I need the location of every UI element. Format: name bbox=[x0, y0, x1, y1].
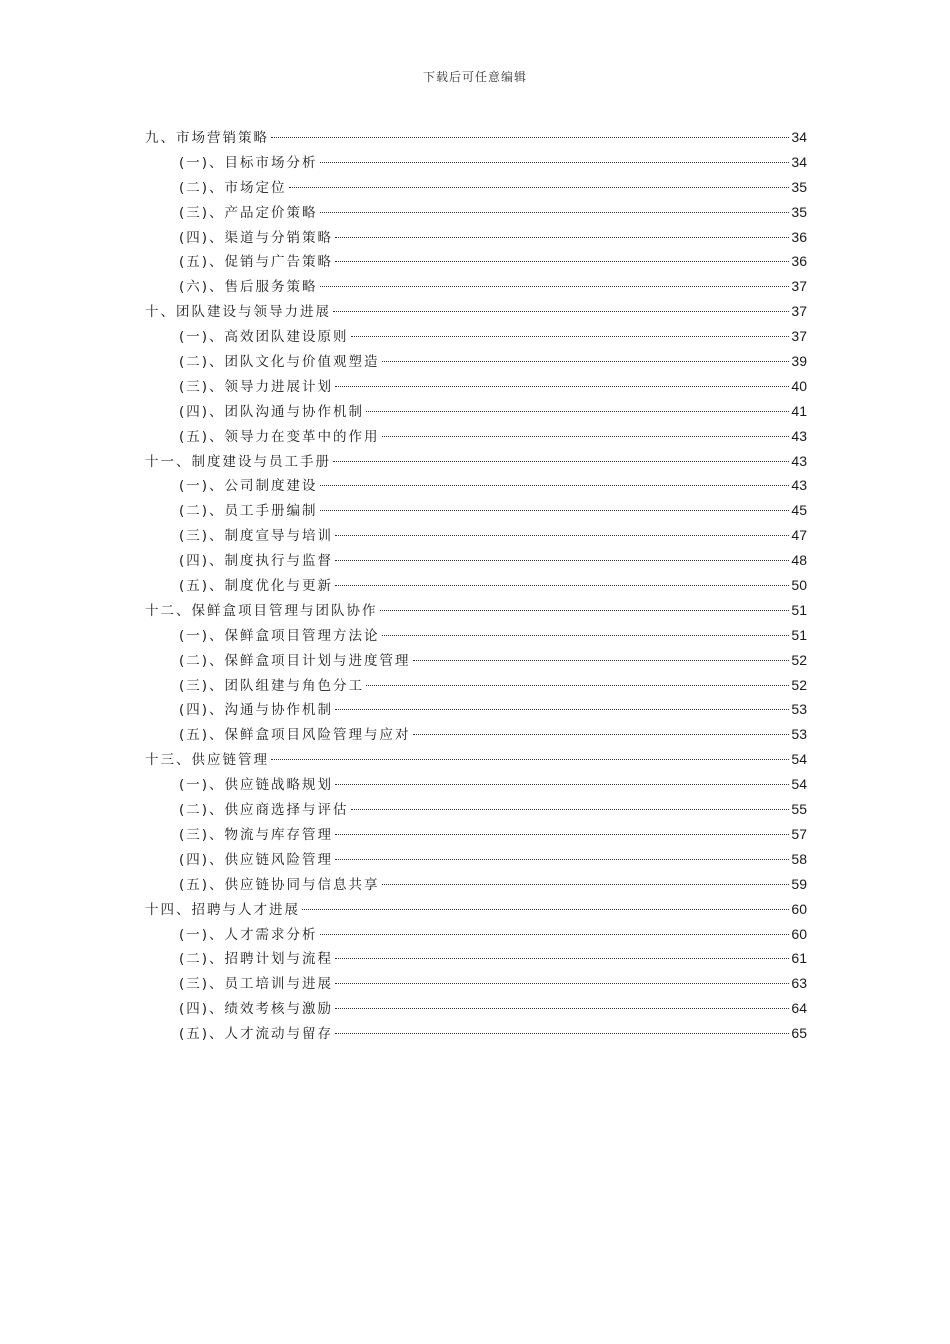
toc-section-entry[interactable] bbox=[145, 822, 807, 847]
toc-page-number: 35 bbox=[791, 203, 807, 220]
toc-dot-leader bbox=[302, 909, 789, 910]
toc-dot-leader bbox=[335, 784, 789, 785]
toc-dot-leader bbox=[335, 859, 789, 860]
toc-entry-title: (二)、供应商选择与评估 bbox=[179, 802, 349, 819]
toc-section-entry[interactable] bbox=[145, 722, 807, 747]
toc-section-entry[interactable] bbox=[145, 548, 807, 573]
toc-page-number: 45 bbox=[791, 502, 807, 519]
toc-dot-leader bbox=[382, 361, 790, 362]
toc-dot-leader bbox=[271, 137, 789, 138]
toc-chapter-entry[interactable] bbox=[145, 747, 807, 772]
toc-entry-title: (五)、保鲜盒项目风险管理与应对 bbox=[179, 727, 411, 744]
toc-page-number: 51 bbox=[791, 626, 807, 643]
toc-entry-title: (四)、沟通与协作机制 bbox=[179, 702, 334, 719]
toc-dot-leader bbox=[320, 510, 790, 511]
table-of-contents bbox=[145, 125, 807, 1046]
toc-section-entry[interactable] bbox=[145, 249, 807, 274]
toc-page-number: 61 bbox=[791, 950, 807, 967]
toc-section-entry[interactable] bbox=[145, 872, 807, 897]
toc-page-number: 35 bbox=[791, 178, 807, 195]
toc-page-number: 52 bbox=[791, 676, 807, 693]
toc-chapter-entry[interactable] bbox=[145, 897, 807, 922]
toc-dot-leader bbox=[335, 709, 789, 710]
toc-section-entry[interactable] bbox=[145, 473, 807, 498]
toc-dot-leader bbox=[320, 485, 790, 486]
toc-dot-leader bbox=[335, 1008, 789, 1009]
toc-dot-leader bbox=[335, 834, 789, 835]
toc-entry-title: (二)、保鲜盒项目计划与进度管理 bbox=[179, 652, 411, 669]
toc-dot-leader bbox=[333, 461, 789, 462]
toc-section-entry[interactable] bbox=[145, 175, 807, 200]
toc-entry-title: (四)、绩效考核与激励 bbox=[179, 1001, 334, 1018]
toc-dot-leader bbox=[413, 660, 790, 661]
toc-section-entry[interactable] bbox=[145, 797, 807, 822]
toc-page-number: 43 bbox=[791, 477, 807, 494]
toc-section-entry[interactable] bbox=[145, 697, 807, 722]
toc-dot-leader bbox=[382, 884, 790, 885]
toc-page-number: 43 bbox=[791, 452, 807, 469]
toc-section-entry[interactable] bbox=[145, 324, 807, 349]
toc-dot-leader bbox=[320, 212, 790, 213]
toc-chapter-entry[interactable] bbox=[145, 598, 807, 623]
toc-entry-title: 十三、供应链管理 bbox=[145, 752, 269, 769]
toc-section-entry[interactable] bbox=[145, 200, 807, 225]
toc-dot-leader bbox=[366, 685, 789, 686]
toc-page-number: 57 bbox=[791, 825, 807, 842]
toc-dot-leader bbox=[351, 809, 790, 810]
toc-dot-leader bbox=[380, 610, 790, 611]
toc-entry-title: (四)、供应链风险管理 bbox=[179, 851, 334, 868]
toc-entry-title: (五)、制度优化与更新 bbox=[179, 578, 334, 595]
toc-dot-leader bbox=[320, 286, 790, 287]
toc-chapter-entry[interactable] bbox=[145, 125, 807, 150]
toc-dot-leader bbox=[351, 336, 790, 337]
toc-dot-leader bbox=[335, 585, 789, 586]
toc-entry-title: (五)、供应链协同与信息共享 bbox=[179, 876, 380, 893]
toc-page-number: 36 bbox=[791, 253, 807, 270]
toc-entry-title: (一)、高效团队建设原则 bbox=[179, 329, 349, 346]
toc-dot-leader bbox=[335, 535, 789, 536]
toc-page-number: 39 bbox=[791, 353, 807, 370]
toc-page-number: 65 bbox=[791, 1025, 807, 1042]
toc-section-entry[interactable] bbox=[145, 623, 807, 648]
toc-section-entry[interactable] bbox=[145, 424, 807, 449]
toc-section-entry[interactable] bbox=[145, 946, 807, 971]
toc-section-entry[interactable] bbox=[145, 523, 807, 548]
toc-chapter-entry[interactable] bbox=[145, 449, 807, 474]
toc-dot-leader bbox=[366, 411, 789, 412]
toc-entry-title: (四)、制度执行与监督 bbox=[179, 553, 334, 570]
toc-entry-title: (四)、渠道与分销策略 bbox=[179, 229, 334, 246]
toc-dot-leader bbox=[289, 187, 790, 188]
toc-section-entry[interactable] bbox=[145, 847, 807, 872]
toc-entry-title: (二)、市场定位 bbox=[179, 179, 287, 196]
toc-page-number: 48 bbox=[791, 552, 807, 569]
toc-entry-title: (一)、保鲜盒项目管理方法论 bbox=[179, 627, 380, 644]
toc-page-number: 41 bbox=[791, 402, 807, 419]
toc-section-entry[interactable] bbox=[145, 274, 807, 299]
toc-entry-title: 十二、保鲜盒项目管理与团队协作 bbox=[145, 602, 378, 619]
toc-section-entry[interactable] bbox=[145, 922, 807, 947]
toc-entry-title: (三)、制度宣导与培训 bbox=[179, 528, 334, 545]
toc-section-entry[interactable] bbox=[145, 1021, 807, 1046]
toc-dot-leader bbox=[335, 560, 789, 561]
toc-section-entry[interactable] bbox=[145, 225, 807, 250]
toc-section-entry[interactable] bbox=[145, 150, 807, 175]
toc-entry-title: (五)、人才流动与留存 bbox=[179, 1026, 334, 1043]
toc-page-number: 34 bbox=[791, 129, 807, 145]
toc-dot-leader bbox=[271, 759, 789, 760]
toc-dot-leader bbox=[382, 635, 790, 636]
toc-page-number: 59 bbox=[791, 875, 807, 892]
toc-page-number: 52 bbox=[791, 651, 807, 668]
toc-entry-title: 十四、招聘与人才进展 bbox=[145, 901, 300, 918]
toc-page-number: 63 bbox=[791, 975, 807, 992]
toc-dot-leader bbox=[320, 162, 790, 163]
toc-page-number: 64 bbox=[791, 1000, 807, 1017]
toc-page-number: 51 bbox=[791, 601, 807, 618]
toc-section-entry[interactable] bbox=[145, 772, 807, 797]
toc-page-number: 43 bbox=[791, 427, 807, 444]
toc-page-number: 54 bbox=[791, 776, 807, 793]
toc-page-number: 37 bbox=[791, 328, 807, 345]
toc-page-number: 40 bbox=[791, 377, 807, 394]
toc-dot-leader bbox=[335, 237, 789, 238]
toc-dot-leader bbox=[335, 261, 789, 262]
toc-page-number: 50 bbox=[791, 577, 807, 594]
toc-page-number: 58 bbox=[791, 850, 807, 867]
toc-entry-title: (六)、售后服务策略 bbox=[179, 279, 318, 296]
toc-entry-title: (一)、目标市场分析 bbox=[179, 154, 318, 171]
toc-section-entry[interactable] bbox=[145, 573, 807, 598]
toc-section-entry[interactable] bbox=[145, 673, 807, 698]
toc-entry-title: 九、市场营销策略 bbox=[145, 130, 269, 146]
toc-page-number: 53 bbox=[791, 701, 807, 718]
toc-chapter-entry[interactable] bbox=[145, 299, 807, 324]
toc-page-number: 54 bbox=[791, 751, 807, 768]
toc-entry-title: (一)、人才需求分析 bbox=[179, 926, 318, 943]
toc-page-number: 60 bbox=[791, 925, 807, 942]
toc-section-entry[interactable] bbox=[145, 349, 807, 374]
toc-page-number: 53 bbox=[791, 726, 807, 743]
toc-page-number: 37 bbox=[791, 303, 807, 320]
toc-entry-title: (二)、招聘计划与流程 bbox=[179, 951, 334, 968]
toc-dot-leader bbox=[320, 934, 790, 935]
toc-entry-title: (四)、团队沟通与协作机制 bbox=[179, 403, 365, 420]
toc-page-number: 36 bbox=[791, 228, 807, 245]
page-header: 下载后可任意编辑 bbox=[422, 70, 527, 84]
toc-dot-leader bbox=[382, 436, 790, 437]
toc-entry-title: (五)、促销与广告策略 bbox=[179, 254, 334, 271]
toc-section-entry[interactable] bbox=[145, 648, 807, 673]
toc-entry-title: (二)、团队文化与价值观塑造 bbox=[179, 354, 380, 371]
toc-page-number: 34 bbox=[791, 153, 807, 170]
toc-entry-title: (三)、团队组建与角色分工 bbox=[179, 677, 365, 694]
toc-entry-title: 十一、制度建设与员工手册 bbox=[145, 453, 331, 470]
toc-section-entry[interactable] bbox=[145, 374, 807, 399]
toc-dot-leader bbox=[335, 983, 789, 984]
toc-section-entry[interactable] bbox=[145, 498, 807, 523]
toc-dot-leader bbox=[333, 311, 789, 312]
toc-page-number: 60 bbox=[791, 900, 807, 917]
toc-entry-title: 十、团队建设与领导力进展 bbox=[145, 304, 331, 321]
toc-section-entry[interactable] bbox=[145, 971, 807, 996]
toc-dot-leader bbox=[335, 958, 789, 959]
toc-dot-leader bbox=[335, 1033, 789, 1034]
toc-entry-title: (五)、领导力在变革中的作用 bbox=[179, 428, 380, 445]
toc-entry-title: (一)、公司制度建设 bbox=[179, 478, 318, 495]
toc-dot-leader bbox=[335, 386, 789, 387]
toc-entry-title: (三)、员工培训与进展 bbox=[179, 976, 334, 993]
toc-entry-title: (三)、产品定价策略 bbox=[179, 204, 318, 221]
toc-entry-title: (二)、员工手册编制 bbox=[179, 503, 318, 520]
toc-page-number: 37 bbox=[791, 278, 807, 295]
toc-entry-title: (一)、供应链战略规划 bbox=[179, 777, 334, 794]
toc-page-number: 47 bbox=[791, 527, 807, 544]
toc-section-entry[interactable] bbox=[145, 996, 807, 1021]
toc-section-entry[interactable] bbox=[145, 399, 807, 424]
toc-entry-title: (三)、物流与库存管理 bbox=[179, 826, 334, 843]
toc-entry-title: (三)、领导力进展计划 bbox=[179, 378, 334, 395]
toc-dot-leader bbox=[413, 734, 790, 735]
toc-page-number: 55 bbox=[791, 801, 807, 818]
